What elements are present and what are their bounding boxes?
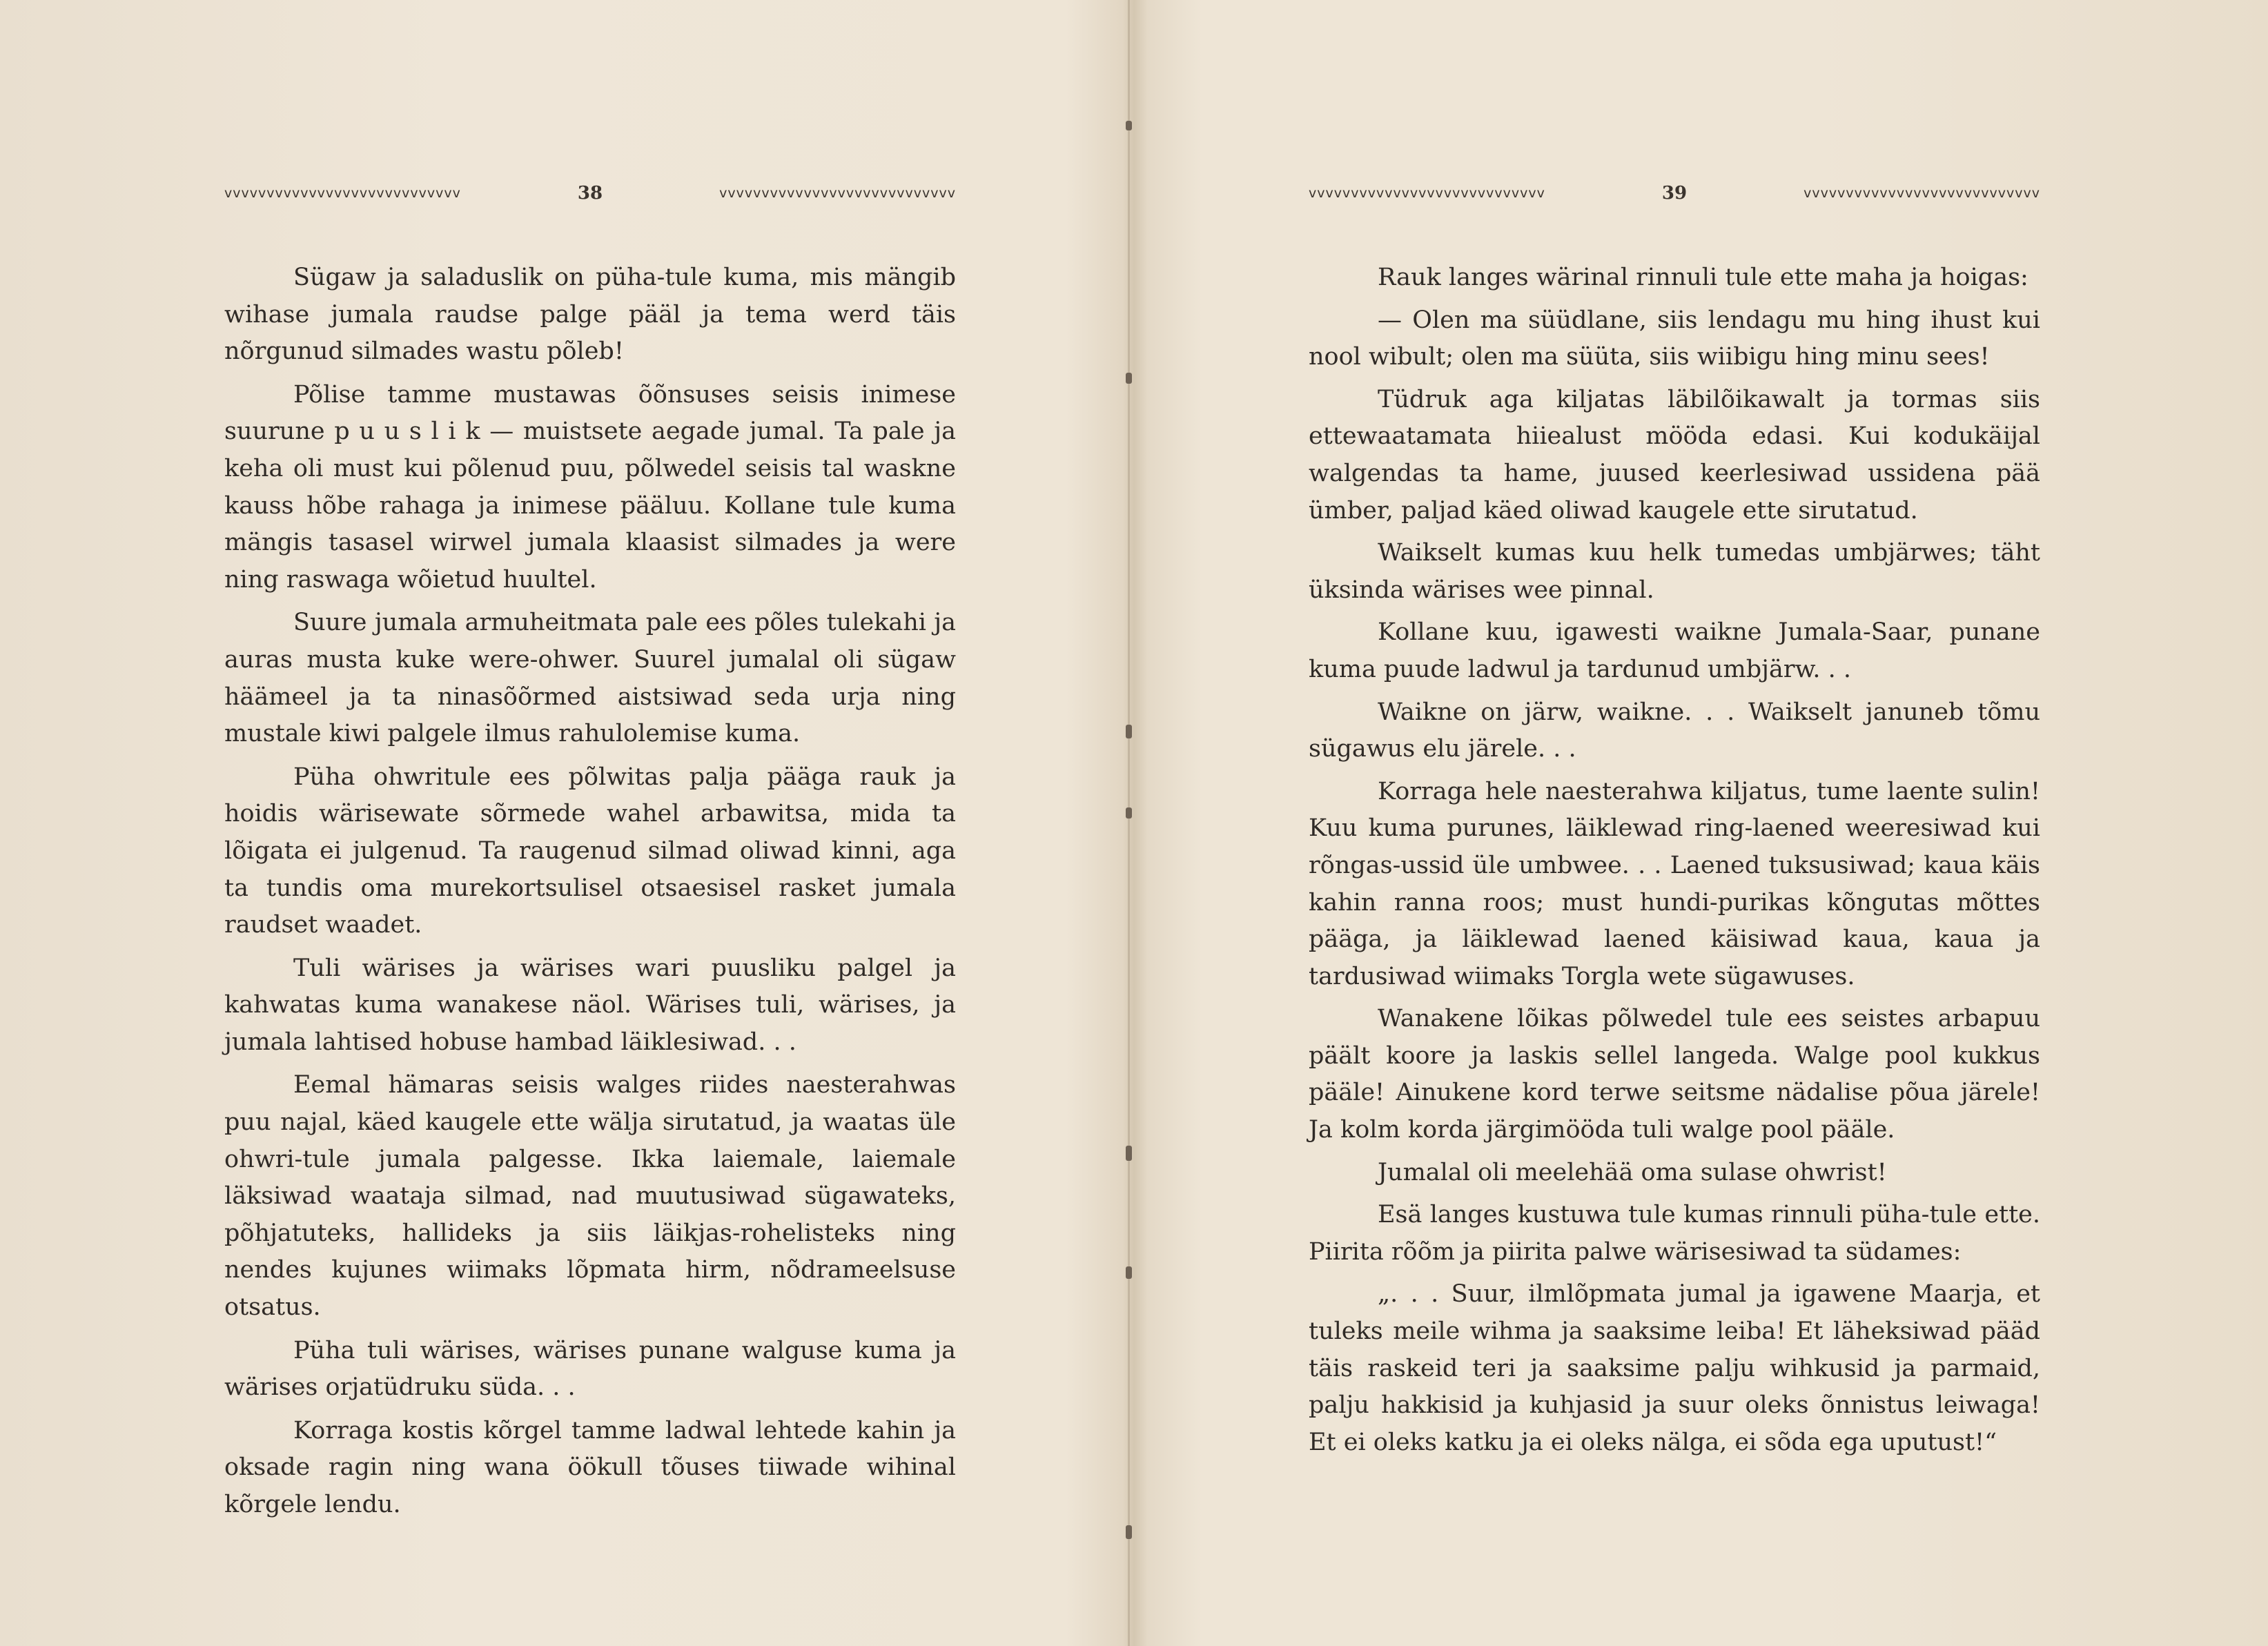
- paragraph: Esä langes kustuwa tule kumas rinnuli püha-tule ette. Piirita rõõm ja piirita palwe wärisesiwad ta südames:: [1309, 1201, 2040, 1266]
- paragraph: „. . . Suur, ilmlõpmata jumal ja igawene Maarja, et tuleks meile wihma ja saaksime leiba! Et läheksiwad pääd täis raskeid teri ja saaksime palju wihkusid ja parmaid, palju hakkisid ja kuhjasid ja suur oleks õnnistus leiwaga! Et ei oleks katku ja ei oleks nälga, ei sõda ega uputust!“: [1309, 1280, 2040, 1456]
- right-page: [1309, 179, 2040, 1467]
- paragraph: Eemal hämaras seisis walges riides naesterahwas puu najal, käed kaugele ette wälja sirutatud, ja waatas üle ohwri-tule jumala palgesse. Ikka laiemale, laiemale läksiwad waataja silmad, nad muutusiwad sügawateks, põhjatuteks, hallideks ja siis läikjas-rohelisteks ning nendes kujunes wiimaks lõpmata hirm, nõdrameelsuse otsatus.: [224, 1071, 956, 1322]
- header-ornament: vvvvvvvvvvvvvvvvvvvvvvvvvvvv: [1803, 186, 2040, 201]
- binding-stitch: [1126, 1146, 1132, 1161]
- page-body: [224, 259, 956, 1524]
- paragraph: Sügaw ja saladuslik on püha-tule kuma, mis mängib wihase jumala raudse palge pääl ja tema werd täis nõrgunud silmades wastu põleb!: [224, 264, 956, 366]
- paragraph: — Olen ma süüdlane, siis lendagu mu hing ihust kui nool wibult; olen ma süüta, siis wiibigu hing minu sees!: [1309, 306, 2040, 371]
- paragraph: Jumalal oli meelehää oma sulase ohwrist!: [1378, 1158, 1887, 1186]
- paragraph: Rauk langes wärinal rinnuli tule ette maha ja hoigas:: [1378, 264, 2029, 291]
- paragraph: Tüdruk aga kiljatas läbilõikawalt ja tormas siis ettewaatamata hiiealust mööda edasi. Kui kodukäijal walgendas ta hame, juused keerlesiwad ussidena pää ümber, paljad käed oliwad kaugele ette sirutatud.: [1309, 385, 2040, 525]
- page-header: [224, 179, 956, 207]
- book-gutter: [1128, 0, 1130, 1646]
- header-ornament: vvvvvvvvvvvvvvvvvvvvvvvvvvvv: [224, 186, 461, 201]
- paragraph: Korraga kostis kõrgel tamme ladwal lehtede kahin ja oksade ragin ning wana öökull tõuses tiiwade wihinal kõrgele lendu.: [224, 1416, 956, 1518]
- paragraph: Tuli wärises ja wärises wari puusliku palgel ja kahwatas kuma wanakese näol. Wärises tuli, wärises, ja jumala lahtised hobuse hambad läiklesiwad. . .: [224, 954, 956, 1056]
- page-body: [1309, 259, 2040, 1461]
- binding-stitch: [1126, 121, 1132, 130]
- binding-stitch: [1126, 807, 1132, 819]
- paragraph: Suure jumala armuheitmata pale ees põles tulekahi ja auras musta kuke were-ohwer. Suurel jumalal oli sügaw häämeel ja ta ninasõõrmed aistsiwad seda urja ning mustale kiwi palgele ilmus rahulolemise kuma.: [224, 609, 956, 748]
- paragraph: Waikne on järw, waikne. . . Waikselt januneb tõmu sügawus elu järele. . .: [1309, 698, 2040, 763]
- paragraph: Waikselt kumas kuu helk tumedas umbjärwes; täht üksinda wärises wee pinnal.: [1309, 539, 2040, 604]
- paragraph: Põlise tamme mustawas õõnsuses seisis inimese suurune p u u s l i k — muistsete aegade jumal. Ta pale ja keha oli must kui põlenud puu, põlwedel seisis tal waskne kauss hõbe rahaga ja inimese pääluu. Kollane tule kuma mängis tasasel wirwel jumala klaasist silmades ja were ning raswaga wõietud huultel.: [224, 380, 956, 594]
- left-page: [224, 179, 956, 1530]
- paragraph: Püha ohwritule ees põlwitas palja pääga rauk ja hoidis wärisewate sõrmede wahel arbawitsa, mida ta lõigata ei julgenud. Ta raugenud silmad oliwad kinni, aga ta tundis oma murekortsulisel otsaesisel rasket jumala raudset waadet.: [224, 763, 956, 939]
- binding-stitch: [1126, 373, 1132, 384]
- paragraph: Püha tuli wärises, wärises punane walguse kuma ja wärises orjatüdruku süda. . .: [224, 1336, 956, 1402]
- page-number: 39: [1661, 183, 1688, 204]
- header-ornament: vvvvvvvvvvvvvvvvvvvvvvvvvvvv: [719, 186, 956, 201]
- binding-stitch: [1126, 725, 1132, 738]
- page-number: 38: [577, 183, 603, 204]
- binding-stitch: [1126, 1266, 1132, 1279]
- paragraph: Wanakene lõikas põlwedel tule ees seistes arbapuu päält koore ja laskis sellel langeda. Walge pool kukkus pääle! Ainukene kord terwe seitsme nädalise põua järele! Ja kolm korda järgimööda tuli walge pool pääle.: [1309, 1005, 2040, 1144]
- paragraph: Korraga hele naesterahwa kiljatus, tume laente sulin! Kuu kuma purunes, läiklewad ring-laened weeresiwad kui rõngas-ussid üle umbwee. . . Laened tuksusiwad; kaua käis kahin ranna roos; must hundi-purikas kõngutas mõttes pääga, ja läiklewad laened käisiwad kaua, kaua ja tardusiwad wiimaks Torgla wete sügawuses.: [1309, 777, 2040, 990]
- page-header: [1309, 179, 2040, 207]
- paragraph: Kollane kuu, igawesti waikne Jumala-Saar, punane kuma puude ladwul ja tardunud umbjärw. . .: [1309, 618, 2040, 683]
- header-ornament: vvvvvvvvvvvvvvvvvvvvvvvvvvvv: [1309, 186, 1545, 201]
- binding-stitch: [1126, 1525, 1132, 1539]
